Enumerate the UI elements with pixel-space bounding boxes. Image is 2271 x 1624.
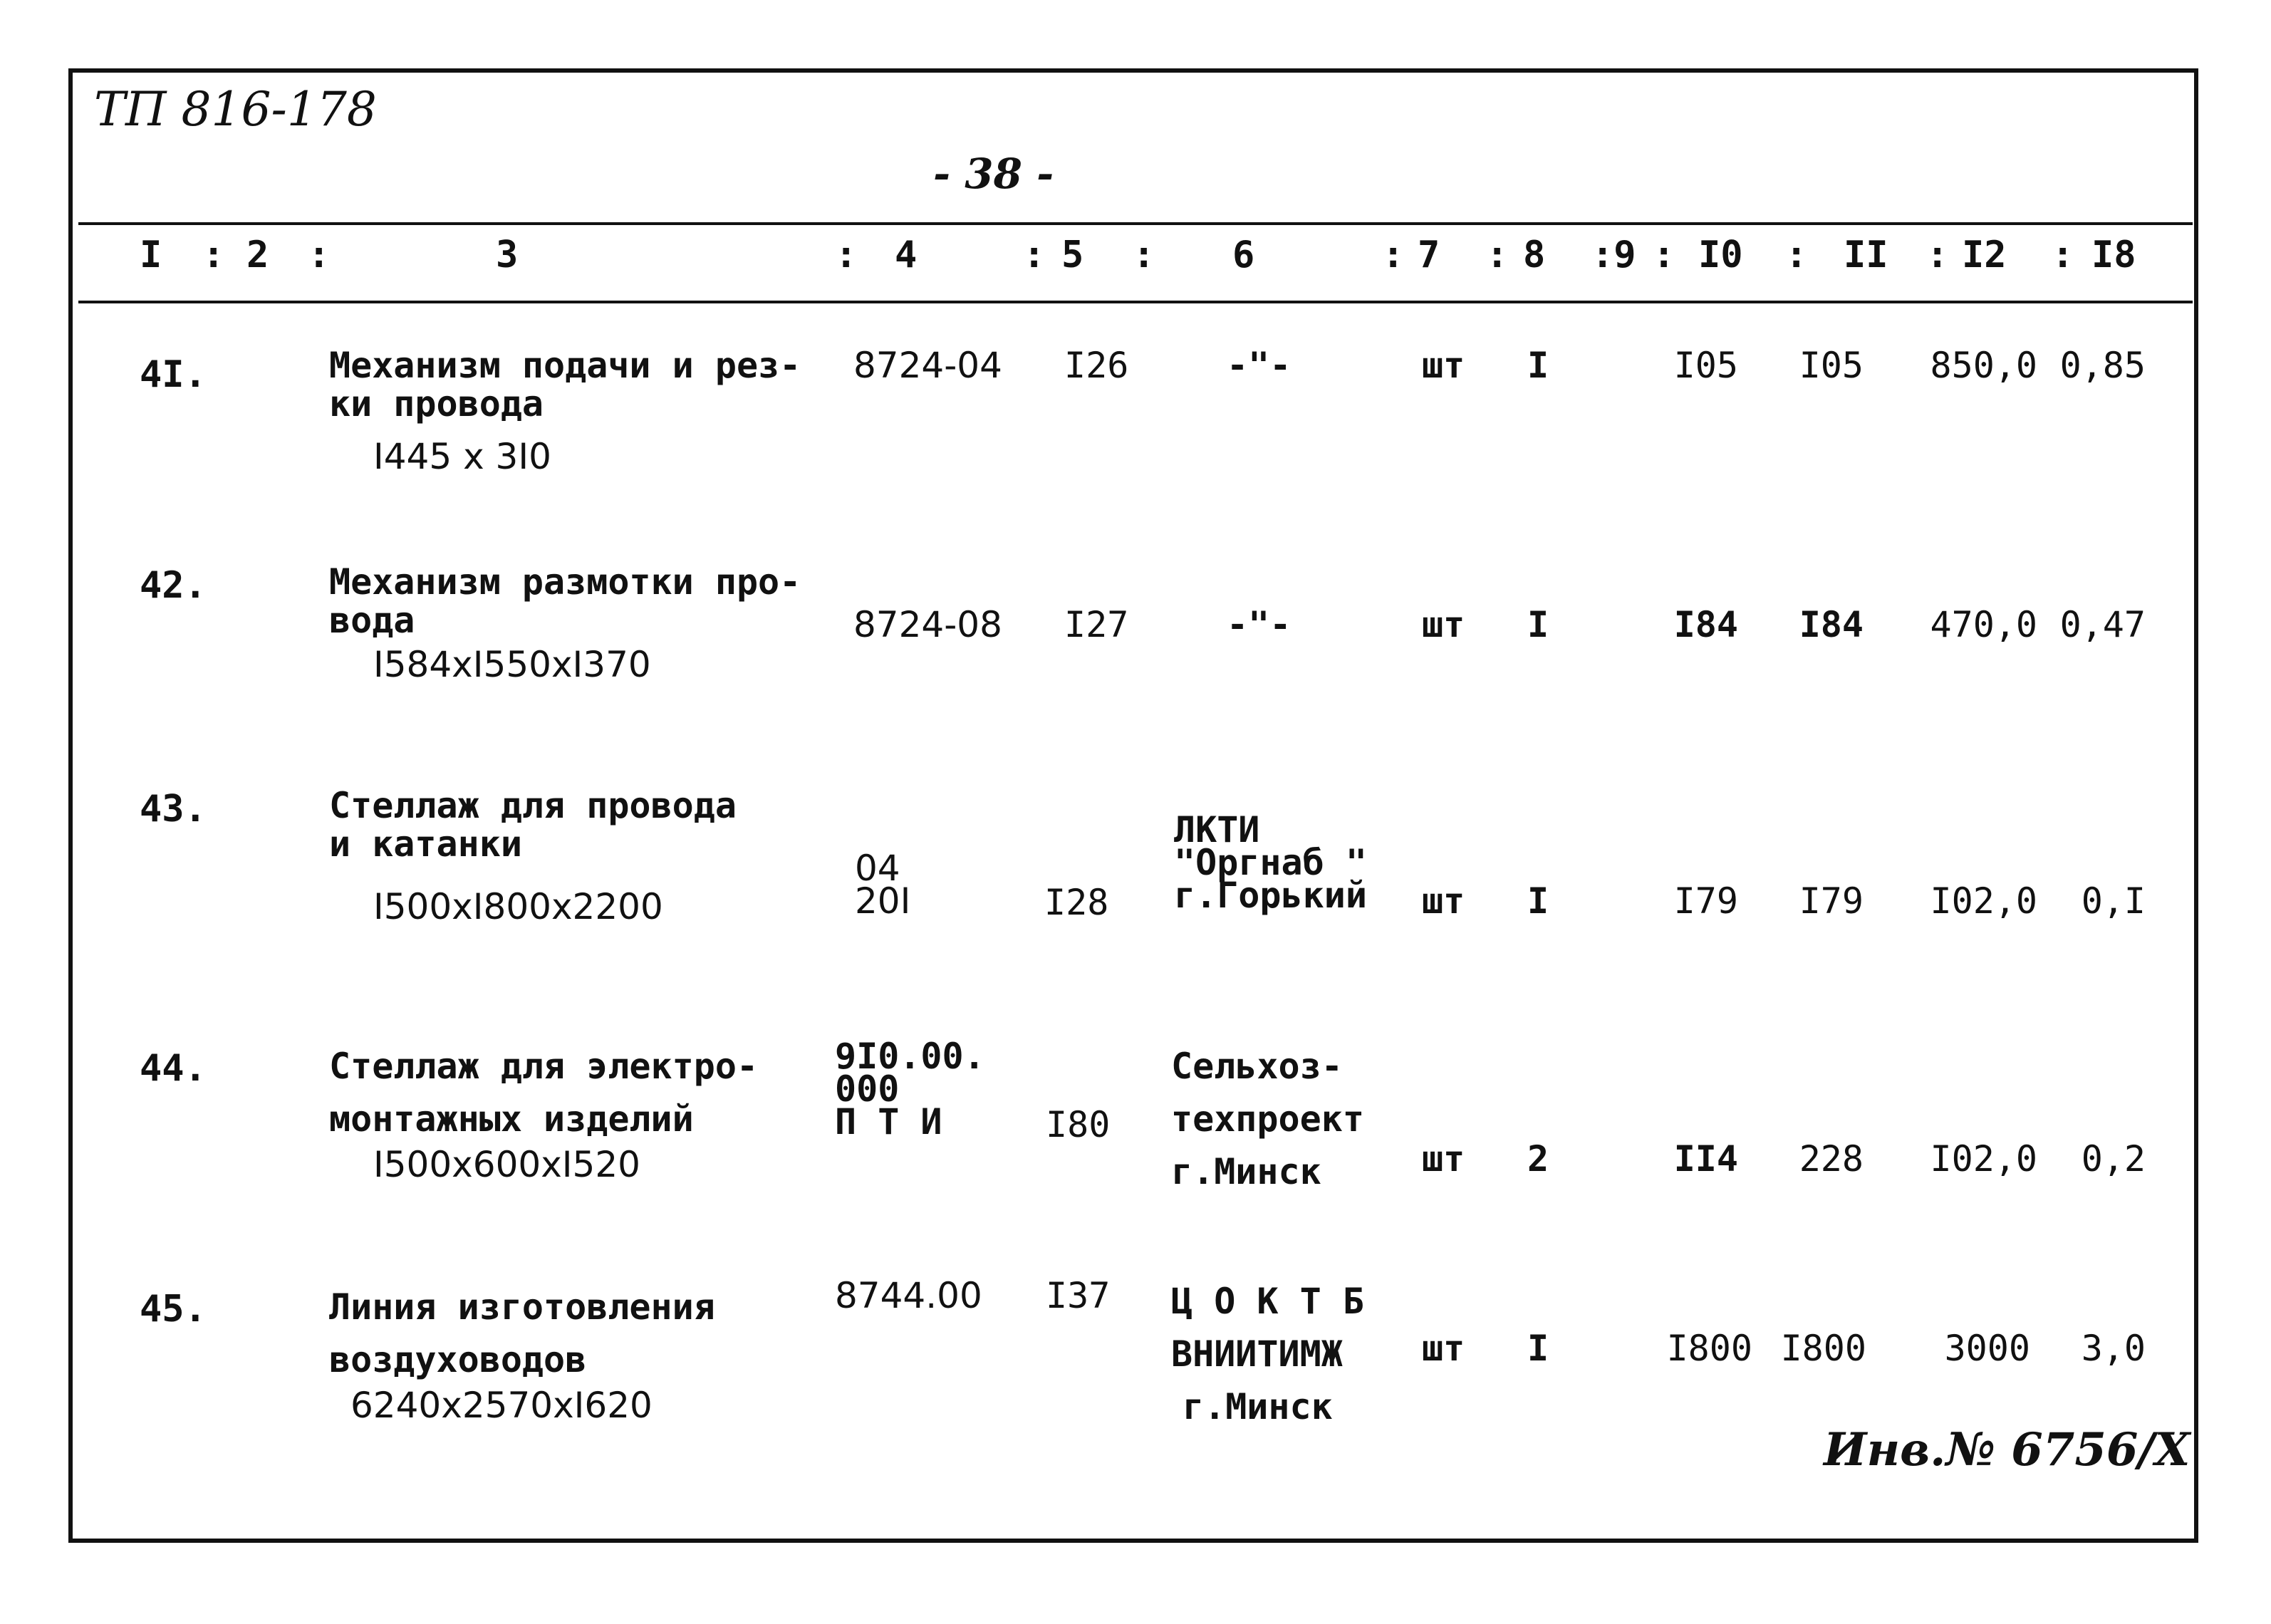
page-number: - 38 - — [933, 150, 1054, 198]
col5-value: I80 — [1046, 1104, 1111, 1145]
col-7-header: 7 — [1418, 234, 1440, 276]
weight-total: 0,2 — [2081, 1138, 2146, 1180]
col-sep: : — [1133, 234, 1155, 276]
weight-total: 3,0 — [2081, 1328, 2146, 1369]
price: I05 — [1673, 345, 1738, 386]
item-name — [329, 1040, 758, 1145]
item-name-line: вода — [329, 600, 415, 641]
col-sep: : — [308, 234, 331, 276]
item-code-line: 8744.00 — [835, 1275, 982, 1316]
col-3-header: 3 — [496, 234, 519, 276]
item-name — [329, 563, 801, 640]
quantity: I — [1527, 880, 1549, 922]
item-size: I500x600xI520 — [373, 1144, 640, 1185]
manufacturer-line: ЛКТИ — [1174, 809, 1260, 850]
manufacturer-line: Сельхоз- — [1171, 1046, 1343, 1087]
weight-total: 0,85 — [2059, 345, 2146, 386]
item-name-line: Механизм размотки про- — [329, 561, 801, 603]
item-size: 6240x2570xI620 — [350, 1385, 653, 1426]
unit: шт — [1422, 1328, 1465, 1369]
item-size: I500xI800x2200 — [373, 886, 663, 927]
quantity: I — [1527, 1328, 1549, 1369]
weight-total: 0,47 — [2059, 604, 2146, 645]
col-5-header: 5 — [1061, 234, 1084, 276]
weight: I02,0 — [1930, 880, 2037, 922]
item-code-line: 000 — [835, 1068, 900, 1110]
row-number: 42. — [140, 564, 207, 607]
item-name-line: и катанки — [329, 823, 522, 865]
item-code-line: 20I — [855, 880, 911, 922]
item-name-line: ки провода — [329, 383, 544, 425]
row-number: 44. — [140, 1047, 207, 1090]
manufacturer — [1227, 605, 1291, 644]
header-top-rule — [78, 222, 2193, 225]
col-2-header: 2 — [246, 234, 269, 276]
item-code-line: 9I0.00. — [835, 1036, 985, 1077]
item-name-line: Стеллаж для электро- — [329, 1046, 759, 1087]
price: I84 — [1673, 604, 1738, 645]
manufacturer-line: техпроект — [1171, 1098, 1364, 1140]
weight: 470,0 — [1930, 604, 2037, 645]
inventory-mark: Инв.№ 6756/Х — [1824, 1423, 2191, 1477]
manufacturer-line: Ц О К Т Б — [1171, 1281, 1364, 1322]
item-code-line: 8724-08 — [853, 604, 1002, 645]
col-sep: : — [2052, 234, 2074, 276]
col-11-header: II — [1844, 234, 1888, 276]
col-10-header: I0 — [1698, 234, 1743, 276]
row-number: 45. — [140, 1288, 207, 1331]
item-name — [329, 786, 737, 863]
weight-total: 0,I — [2081, 880, 2146, 922]
price: II4 — [1673, 1138, 1738, 1180]
col-6-header: 6 — [1232, 234, 1255, 276]
unit: шт — [1422, 345, 1465, 386]
manufacturer-line: -"- — [1227, 604, 1292, 645]
manufacturer — [1171, 1040, 1364, 1198]
manufacturer — [1171, 1275, 1364, 1433]
header-bottom-rule — [78, 301, 2193, 303]
quantity: I — [1527, 345, 1549, 386]
item-size: I584xI550xI370 — [373, 644, 651, 685]
price: I800 — [1666, 1328, 1752, 1369]
col-sep: : — [1785, 234, 1808, 276]
item-name-line: Линия изготовления — [329, 1286, 715, 1328]
item-name — [329, 346, 801, 423]
doc-code: ТП 816-178 — [94, 82, 377, 137]
item-code-line: 8724-04 — [853, 345, 1002, 386]
col-13-header: I8 — [2091, 234, 2136, 276]
unit: шт — [1422, 1138, 1465, 1180]
col5-value: I28 — [1044, 882, 1109, 923]
manufacturer-line: г.Горький — [1174, 875, 1367, 916]
col5-value: I37 — [1046, 1275, 1111, 1316]
manufacturer — [1174, 809, 1367, 916]
total: I84 — [1799, 604, 1864, 645]
col-sep: : — [202, 234, 225, 276]
item-name — [329, 1281, 715, 1386]
item-size: I445 x 3I0 — [373, 436, 551, 477]
item-name-line: Механизм подачи и рез- — [329, 345, 801, 386]
manufacturer-line: ВНИИТИМЖ — [1171, 1333, 1343, 1375]
item-code — [835, 1036, 985, 1142]
item-code-line: 04 — [855, 848, 900, 889]
col-sep: : — [1653, 234, 1675, 276]
manufacturer-line: -"- — [1227, 345, 1292, 386]
weight: 850,0 — [1930, 345, 2037, 386]
price: I79 — [1673, 880, 1738, 922]
row-number: 43. — [140, 788, 207, 831]
col-sep: : — [1486, 234, 1509, 276]
quantity: 2 — [1527, 1138, 1549, 1180]
weight: I02,0 — [1930, 1138, 2037, 1180]
item-name-line: воздуховодов — [329, 1339, 587, 1380]
unit: шт — [1422, 880, 1465, 922]
col-9-header: :9 — [1591, 234, 1636, 276]
weight: 3000 — [1944, 1328, 2030, 1369]
row-number: 4I. — [140, 353, 207, 396]
item-code — [835, 1276, 982, 1315]
manufacturer-line: г.Минск — [1183, 1386, 1333, 1427]
col-12-header: I2 — [1962, 234, 2007, 276]
col-4-header: 4 — [895, 234, 918, 276]
manufacturer — [1227, 346, 1291, 385]
col5-value: I26 — [1064, 345, 1129, 386]
manufacturer-line: г.Минск — [1171, 1151, 1321, 1192]
col-1-header: I — [140, 234, 162, 276]
unit: шт — [1422, 604, 1465, 645]
item-code — [853, 605, 1002, 644]
manufacturer-line: "Оргнаб " — [1174, 842, 1367, 883]
col5-value: I27 — [1064, 604, 1129, 645]
total: I05 — [1799, 345, 1864, 386]
item-code-line: П Т И — [835, 1101, 942, 1142]
item-code — [853, 346, 1002, 385]
total: 228 — [1799, 1138, 1864, 1180]
item-name-line: Стеллаж для провода — [329, 785, 737, 826]
item-name-line: монтажных изделий — [329, 1098, 694, 1140]
col-8-header: 8 — [1523, 234, 1546, 276]
col-sep: : — [1023, 234, 1046, 276]
col-sep: : — [1926, 234, 1949, 276]
col-sep: : — [1382, 234, 1405, 276]
total: I800 — [1780, 1328, 1866, 1369]
item-code — [855, 848, 911, 922]
total: I79 — [1799, 880, 1864, 922]
col-sep: : — [835, 234, 858, 276]
quantity: I — [1527, 604, 1549, 645]
